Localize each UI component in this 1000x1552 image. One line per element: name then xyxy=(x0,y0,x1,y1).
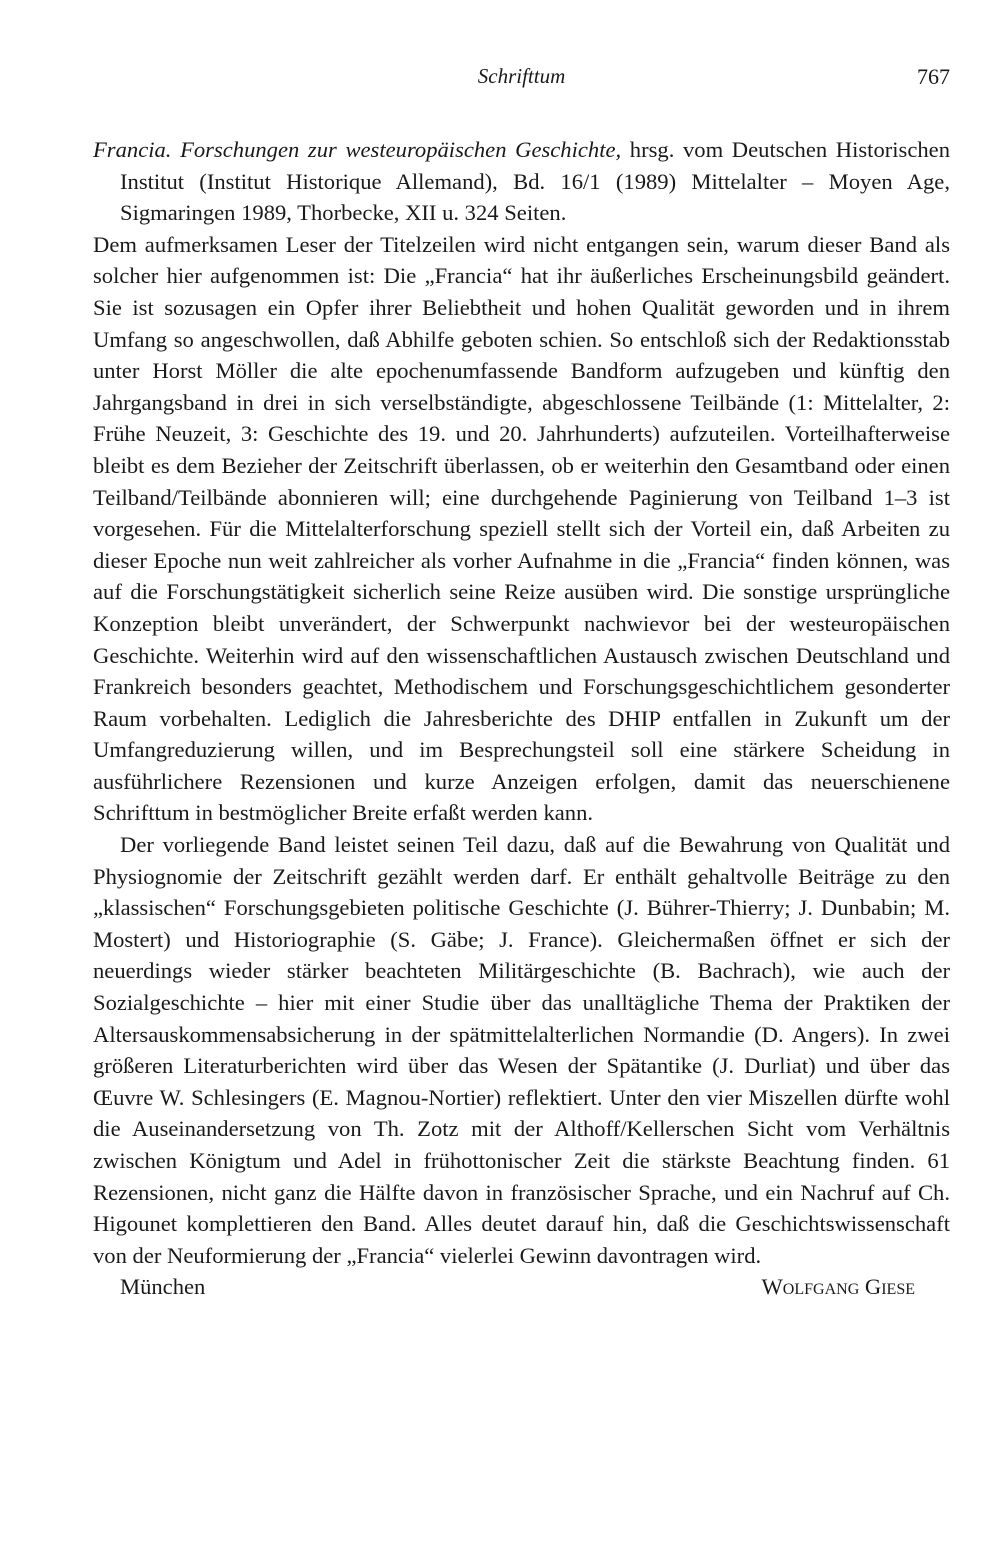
running-head xyxy=(93,64,950,94)
running-title: Schrifttum xyxy=(477,64,566,88)
page-number: 767 xyxy=(917,64,950,89)
reviewer-name: Wolfgang Giese xyxy=(761,1274,915,1300)
citation-title: Francia. Forschungen zur westeuropäischen Geschichte, xyxy=(93,137,622,162)
signoff xyxy=(93,1271,950,1303)
review-content xyxy=(93,134,950,1303)
review-paragraph-1: Dem aufmerksamen Leser der Titelzeilen wird nicht entgangen sein, warum dieser Band als solcher hier aufgenommen ist: Die „Francia“ hat ihr äußerliches Erscheinungsbild geändert. Sie ist sozusagen ein Opfer ihrer Beliebtheit und hohen Qualität geworden und in ihrem Umfang so angeschwollen, daß Abhilfe geboten schien. So entschloß sich der Redaktionsstab unter Horst Möller die alte epochenumfassende Bandform aufzugeben und künftig den Jahrgangsband in drei in sich verselbständigte, abgeschlossene Teilbände (1: Mittelalter, 2: Frühe Neuzeit, 3: Geschichte des 19. und 20. Jahrhunderts) aufzuteilen. Vorteilhafterweise bleibt es dem Bezieher der Zeitschrift überlassen, ob er weiterhin den Gesamtband oder einen Teilband/Teilbände abonnieren will; eine durchgehende Paginierung von Teilband 1–3 ist vorgesehen. Für die Mittelalterforschung speziell stellt sich der Vorteil ein, daß Arbeiten zu dieser Epoche nun weit zahlreicher als vorher Aufnahme in die „Francia“ finden können, was auf die Forschungstätigkeit sicherlich seine Reize ausüben wird. Die sonstige ursprüngliche Konzeption bleibt unverändert, der Schwerpunkt nachwievor bei der westeuropäischen Geschichte. Weiterhin wird auf den wissenschaftlichen Austausch zwischen Deutschland und Frankreich besonders geachtet, Methodischem und Forschungsgeschichtlichem gesonderter Raum vorbehalten. Lediglich die Jahresberichte des DHIP entfallen in Zukunft um der Umfangreduzierung willen, und im Besprechungsteil soll eine stärkere Scheidung in ausführlichere Rezensionen und kurze Anzeigen erfolgen, damit das neuerschienene Schrifttum in bestmöglicher Breite erfaßt werden kann. xyxy=(93,231,950,826)
review-paragraph-2: Der vorliegende Band leistet seinen Teil dazu, daß auf die Bewahrung von Qualität und Physiognomie der Zeitschrift gezählt werden darf. Er enthält gehaltvolle Beiträge zu den „klassischen“ Forschungsgebieten politische Geschichte (J. Bührer-Thierry; J. Dunbabin; M. Mostert) und Historiographie (S. Gäbe; J. France). Gleichermaßen öffnet er sich der neuerdings wieder stärker beachteten Militärgeschichte (B. Bachrach), wie auch der Sozialgeschichte – hier mit einer Studie über das unalltägliche Thema der Praktiken der Altersauskommensabsicherung in der spätmittelalterlichen Normandie (D. Angers). In zwei größeren Literaturberichten wird über das Wesen der Spätantike (J. Durliat) und über das Œuvre W. Schlesingers (E. Magnou-Nortier) reflektiert. Unter den vier Miszellen dürfte wohl die Auseinandersetzung von Th. Zotz mit der Althoff/Kellerschen Sicht vom Verhältnis zwischen Königtum und Adel in frühottonischer Zeit die stärkste Beachtung finden. 61 Rezensionen, nicht ganz die Hälfte davon in französischer Sprache, und ein Nachruf auf Ch. Higounet komplettieren den Band. Alles deutet darauf hin, daß die Geschichtswissenschaft von der Neuformierung der „Francia“ vielerlei Gewinn davontragen wird. xyxy=(93,832,950,1268)
signoff-place: München xyxy=(120,1274,206,1300)
citation-details: hrsg. vom Deutschen Historischen Institut (Institut Historique Allemand), Bd. 16/1 (1989) Mittelalter – Moyen Age, Sigmaringen 1989, Thorbecke, XII u. 324 Seiten. xyxy=(120,137,951,226)
bibliographic-citation xyxy=(93,134,950,229)
